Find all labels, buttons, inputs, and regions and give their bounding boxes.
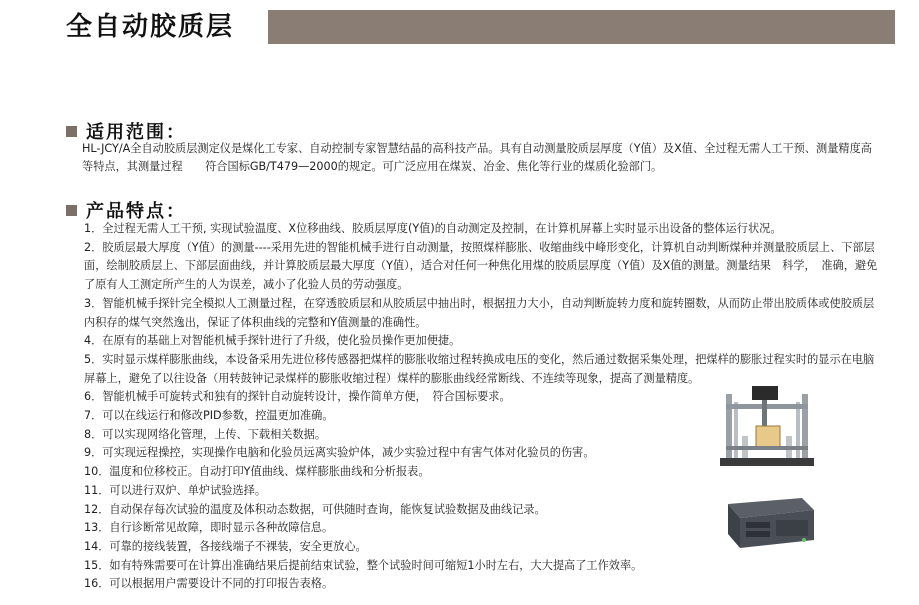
title-bar [268, 10, 895, 44]
apparatus-photo [712, 380, 822, 470]
feature-item: 2．胶质层最大厚度（Y值）的测量----采用先进的智能机械手进行自动测量，按照煤样膨胀、收缩曲线中峰形变化，计算机自动判断煤种并测量胶质层上、下部层面，绘制胶质层上、下部层面曲线，并计算胶质层最大厚度（Y值），适合对任何一种焦化用煤的胶质层厚度（Y值）及X值的测量。测量结果 科学， 准确，避免了原有人工测定所产生的人为误差，减小了化验人员的劳动强度。 [84, 240, 878, 292]
feature-item: 13．自行诊断常见故障，即时显示各种故障信息。 [84, 521, 334, 535]
feature-item: 7．可以在线运行和修改PID参数，控温更加准确。 [84, 409, 334, 423]
feature-item: 1．全过程无需人工干预, 实现试验温度、X位移曲线、胶质层厚度(Y值)的自动测定及控制，在计算机屏幕上实时显示出设备的整体运行状况。 [84, 222, 782, 235]
feature-item: 4．在原有的基础上对智能机械手探针进行了升级，使化验员操作更加便捷。 [84, 334, 461, 348]
bullet-square-icon [66, 126, 77, 137]
page-title: 全自动胶质层 [66, 12, 235, 42]
feature-item: 16．可以根据用户需要设计不同的打印报告表格。 [84, 577, 334, 591]
feature-item: 10．温度和位移校正。自动打印Y值曲线、煤样膨胀曲线和分析报表。 [84, 465, 430, 479]
feature-item: 14．可靠的接线装置，各接线端子不裸装，安全更放心。 [84, 539, 367, 553]
bullet-square-icon [66, 205, 77, 216]
feature-item: 15．如有特殊需要可在计算出准确结果后提前结束试验，整个试验时间可缩短1小时左右，大大提高了工作效率。 [84, 558, 643, 572]
features-heading-text: 产品特点： [86, 201, 186, 222]
feature-item: 8．可以实现网络化管理，上传、下载相关数据。 [84, 427, 327, 441]
computer-photo [722, 496, 818, 552]
feature-item: 9．可实现远程操控，实现操作电脑和化验员远离实验炉体，减少实验过程中有害气体对化验员的伤害。 [84, 446, 595, 460]
feature-item: 5．实时显示煤样膨胀曲线，本设备采用先进位移传感器把煤样的膨胀收缩过程转换成电压的变化，然后通过数据采集处理，把煤样的膨胀过程实时的显示在电脑屏幕上，避免了以往设备（用转鼓钟记录煤样的膨胀收缩过程）煤样的膨胀曲线经常断线、不连续等现象，提高了测量精度。 [84, 352, 875, 385]
scope-paragraph: HL-JCY/A全自动胶质层测定仪是煤化工专家、自动控制专家智慧结晶的高科技产品。具有自动测量胶质层厚度（Y值）及X值、全过程无需人工干预、测量精度高等特点，其测量过程 符合国标GB/T479—2000的规定。可广泛应用在煤炭、冶金、焦化等行业的煤质化验部门。 [82, 142, 872, 173]
scope-heading-text: 适用范围： [86, 122, 186, 143]
feature-item: 12．自动保存每次试验的温度及体积动态数据，可供随时查询，能恢复试验数据及曲线记录。 [84, 502, 546, 516]
feature-item: 11．可以进行双炉、单炉试验选择。 [84, 483, 267, 497]
feature-item: 3．智能机械手探针完全模拟人工测量过程，在穿透胶质层和从胶质层中抽出时，根据扭力大小，自动判断旋转力度和旋转圈数，从而防止带出胶质体或使胶质层内积存的煤气突然逸出，保证了体积曲线的完整和Y值测量的准确性。 [84, 296, 875, 329]
feature-item: 6．智能机械手可旋转式和独有的探针自动旋转设计，操作简单方便， 符合国标要求。 [84, 390, 511, 404]
